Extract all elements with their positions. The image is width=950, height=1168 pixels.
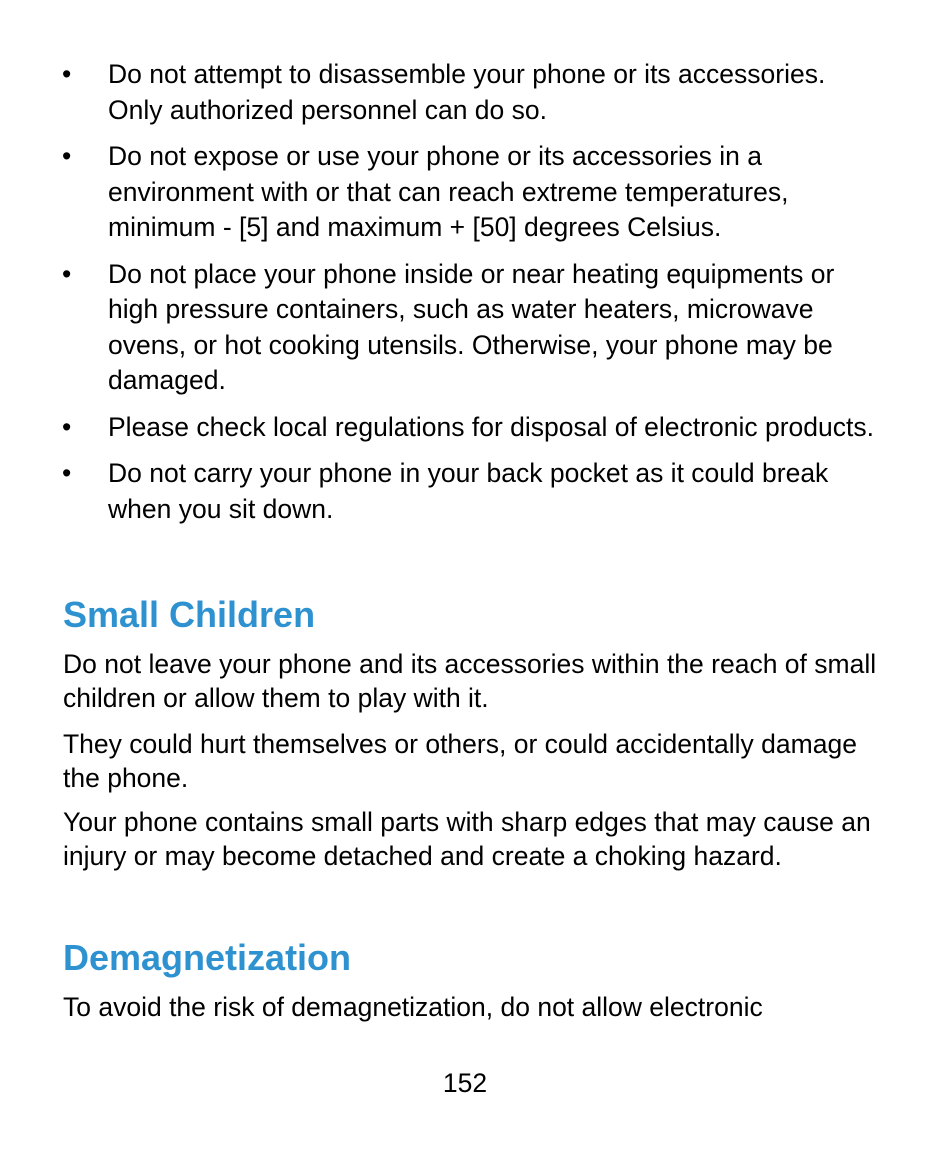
bullet-icon: • xyxy=(62,141,72,171)
list-item-text: Do not place your phone inside or near heating equipments or high pressure containers, such as water heaters, microwave ovens, or hot cooking utensils. Otherwise, your phone may be damaged. xyxy=(108,258,835,395)
small-children-paragraph-2: They could hurt themselves or others, or could accidentally damage the phone. xyxy=(63,729,857,793)
list-item xyxy=(0,456,950,527)
bullet-icon: • xyxy=(62,258,72,289)
list-item-text: Do not carry your phone in your back pocket as it could break when you sit down. xyxy=(108,458,829,524)
page-number: 152 xyxy=(442,1068,488,1098)
bullet-icon: • xyxy=(62,458,72,488)
list-item xyxy=(0,410,950,446)
precautions-bullet-list xyxy=(0,57,950,538)
list-item xyxy=(0,257,950,399)
demagnetization-paragraph-1: To avoid the risk of demagnetization, do not allow electronic xyxy=(63,992,763,1022)
bullet-icon: • xyxy=(62,59,72,89)
list-item-text: Do not attempt to disassemble your phone or its accessories. Only authorized personnel can do so. xyxy=(108,59,826,125)
bullet-icon: • xyxy=(62,411,72,442)
demagnetization-heading: Demagnetization xyxy=(63,937,352,978)
list-item xyxy=(0,57,950,128)
small-children-paragraph-3: Your phone contains small parts with sharp edges that may cause an injury or may become detached and create a choking hazard. xyxy=(63,807,871,871)
small-children-paragraph-1: Do not leave your phone and its accessories within the reach of small children or allow them to play with it. xyxy=(63,649,877,713)
list-item-text: Do not expose or use your phone or its accessories in a environment with or that can reach extreme temperatures, minimum - [5] and maximum + [50] degrees Celsius. xyxy=(108,141,789,242)
small-children-heading: Small Children xyxy=(63,594,316,635)
list-item xyxy=(0,139,950,246)
list-item-text: Please check local regulations for disposal of electronic products. xyxy=(108,411,874,442)
